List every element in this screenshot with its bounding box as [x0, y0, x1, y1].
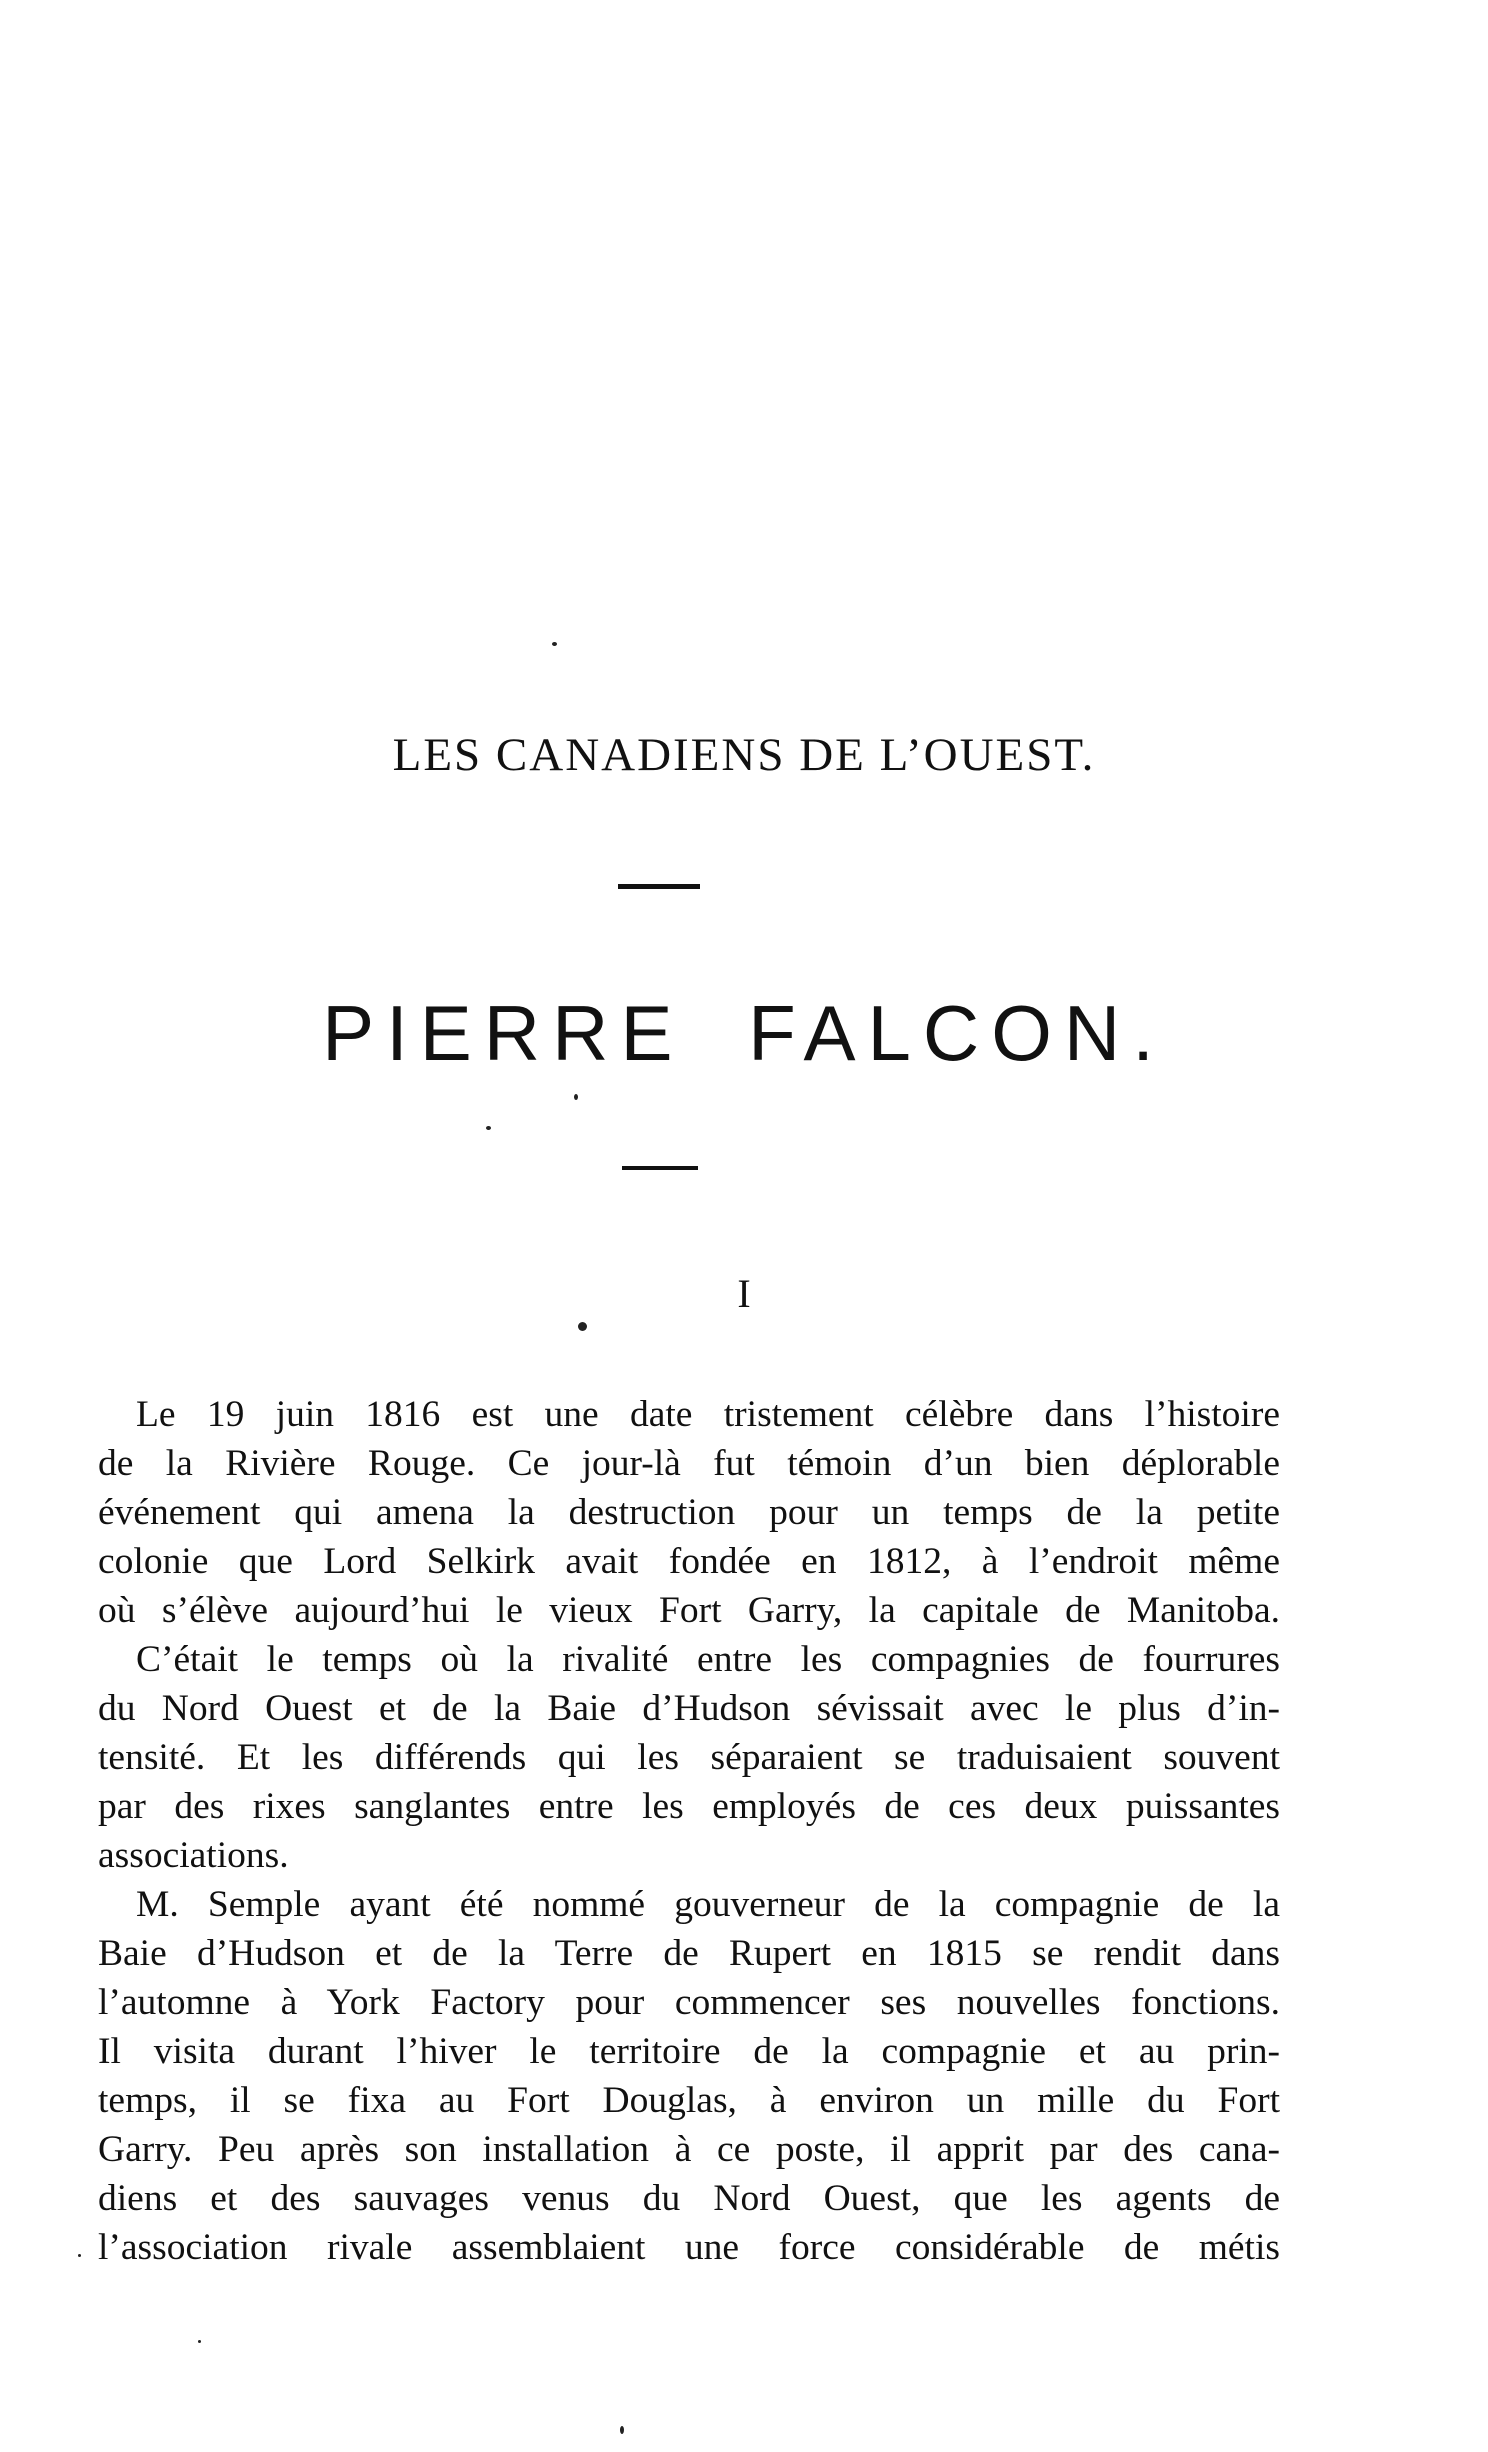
text-line: l’automne à York Factory pour commencer ses nouvelles fonctions.: [98, 1982, 1280, 2023]
title-rule-bottom: [622, 1166, 698, 1170]
print-speck: [552, 642, 557, 646]
body-paragraphs: [98, 1390, 1280, 2272]
print-speck: [574, 1094, 578, 1100]
running-head: LES CANADIENS DE L’OUEST.: [392, 729, 1096, 781]
text-line: colonie que Lord Selkirk avait fondée en 1812, à l’endroit même: [98, 1541, 1280, 1582]
text-line: Baie d’Hudson et de la Terre de Rupert en 1815 se rendit dans: [98, 1933, 1280, 1974]
text-line: Garry. Peu après son installation à ce poste, il apprit par des cana-: [98, 2129, 1280, 2170]
text-line: l’association rivale assemblaient une force considérable de métis: [98, 2227, 1280, 2268]
print-speck: [620, 2426, 624, 2434]
section-number: I: [737, 1271, 751, 1316]
text-line: temps, il se fixa au Fort Douglas, à environ un mille du Fort: [98, 2080, 1280, 2121]
text-line: associations.: [98, 1835, 289, 1876]
text-line: où s’élève aujourd’hui le vieux Fort Garry, la capitale de Manitoba.: [98, 1590, 1280, 1631]
text-line: diens et des sauvages venus du Nord Ouest, que les agents de: [98, 2178, 1280, 2219]
print-speck: [198, 2340, 201, 2343]
text-line: événement qui amena la destruction pour un temps de la petite: [98, 1492, 1280, 1533]
print-speck: [486, 1126, 491, 1130]
text-line: par des rixes sanglantes entre les employés de ces deux puissantes: [98, 1786, 1280, 1827]
chapter-title: PIERRE FALCON.: [322, 989, 1166, 1077]
text-line: M. Semple ayant été nommé gouverneur de la compagnie de la: [136, 1884, 1280, 1925]
print-speck: [78, 2254, 81, 2257]
print-speck: [578, 1322, 587, 1331]
text-line: du Nord Ouest et de la Baie d’Hudson sévissait avec le plus d’in-: [98, 1688, 1280, 1729]
text-line: Il visita durant l’hiver le territoire de la compagnie et au prin-: [98, 2031, 1280, 2072]
text-line: C’était le temps où la rivalité entre les compagnies de fourrures: [136, 1639, 1280, 1680]
text-line: de la Rivière Rouge. Ce jour-là fut témoin d’un bien déplorable: [98, 1443, 1280, 1484]
text-line: tensité. Et les différends qui les séparaient se traduisaient souvent: [98, 1737, 1280, 1778]
title-rule-top: [618, 884, 700, 889]
text-line: Le 19 juin 1816 est une date tristement célèbre dans l’histoire: [136, 1394, 1280, 1435]
